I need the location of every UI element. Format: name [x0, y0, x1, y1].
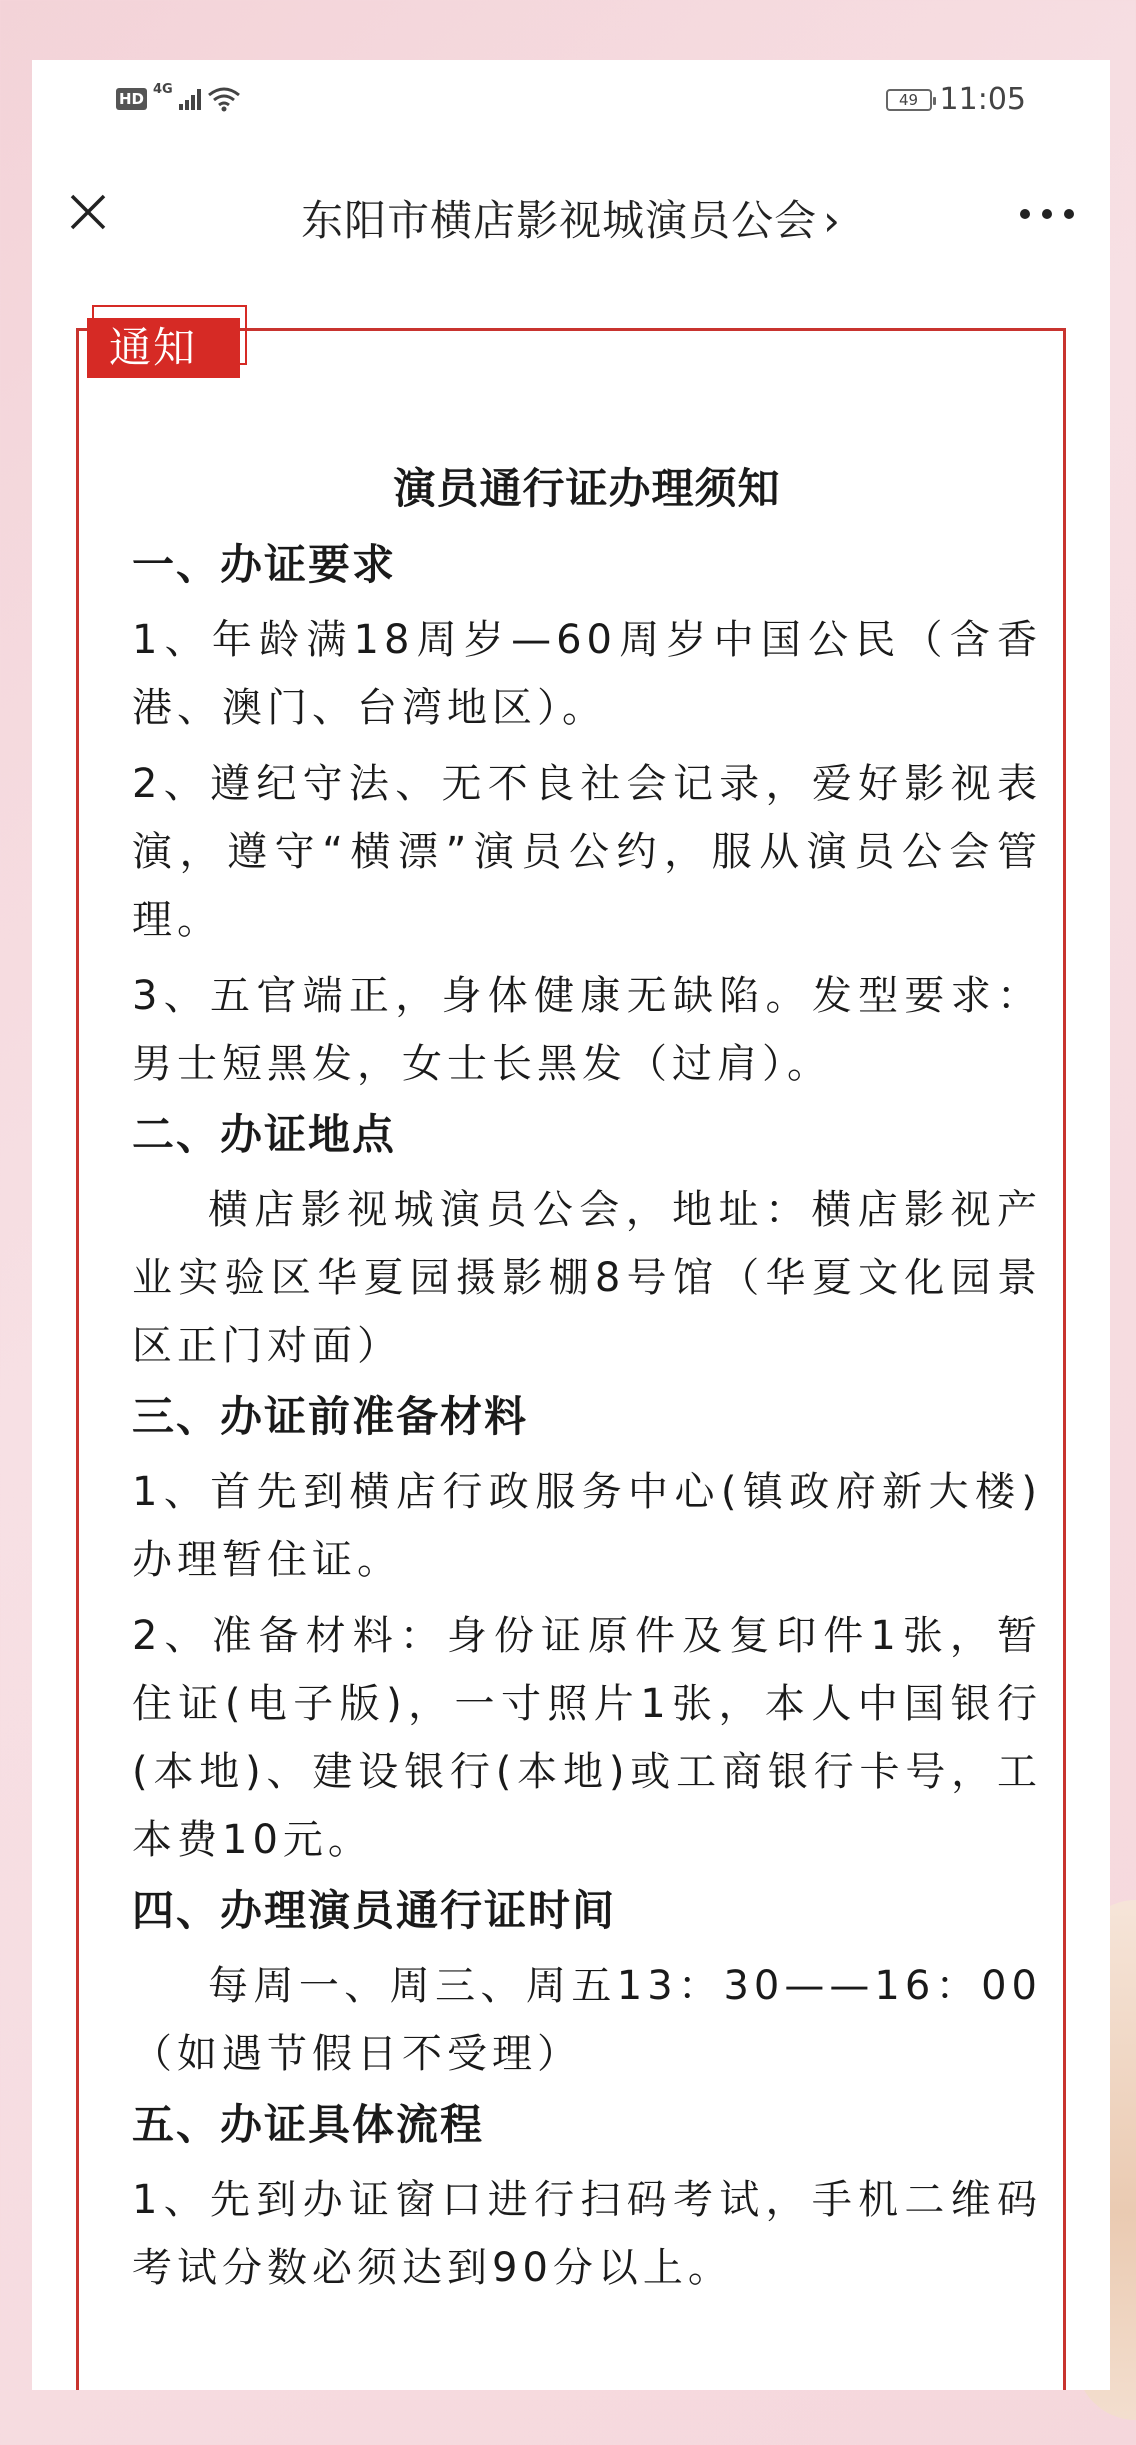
more-options-button[interactable]: [1014, 194, 1080, 234]
section-paragraph: 2、准备材料：身份证原件及复印件1张，暂住证(电子版)，一寸照片1张，本人中国银行(本地)、建设银行(本地)或工商银行卡号，工本费10元。: [132, 1613, 1042, 1863]
phone-screen: [32, 60, 1110, 2390]
account-title-link[interactable]: [32, 188, 1110, 248]
section-heading: 二、办证地点: [132, 1110, 397, 1159]
section-heading: 五、办证具体流程: [132, 2100, 485, 2149]
section-heading: 三、办证前准备材料: [132, 1392, 529, 1441]
status-bar: [32, 60, 1110, 140]
status-bar-left: [116, 82, 241, 112]
document-title: 演员通行证办理须知: [393, 464, 781, 513]
signal-strength-icon: [179, 88, 201, 110]
section-heading: 四、办理演员通行证时间: [132, 1886, 617, 1935]
section-paragraph: 横店影视城演员公会，地址：横店影视产业实验区华夏园摄影棚8号馆（华夏文化园景区正门对面）: [132, 1187, 1042, 1369]
notice-tag: 通知: [87, 318, 240, 378]
hd-indicator: HD: [116, 88, 147, 110]
section-heading: 一、办证要求: [132, 540, 397, 589]
more-dots-icon: [1019, 208, 1075, 220]
section-paragraph: 1、先到办证窗口进行扫码考试，手机二维码考试分数必须达到90分以上。: [132, 2177, 1042, 2291]
chevron-right-icon: ›: [823, 196, 841, 245]
document-content: [132, 460, 1042, 2310]
section-paragraph: 3、五官端正，身体健康无缺陷。发型要求：男士短黑发，女士长黑发（过肩）。: [132, 973, 1042, 1087]
section-paragraph: 1、首先到横店行政服务中心(镇政府新大楼)办理暂住证。: [132, 1469, 1042, 1583]
section-paragraph: 1、年龄满18周岁—60周岁中国公民（含香港、澳门、台湾地区）。: [132, 617, 1042, 731]
network-type-label: 4G: [153, 82, 173, 97]
wifi-icon: [207, 86, 241, 112]
clock-time: 11:05: [939, 82, 1026, 117]
battery-level: 49: [898, 90, 919, 109]
section-paragraph: 2、遵纪守法、无不良社会记录，爱好影视表演，遵守“横漂”演员公约，服从演员公会管理。: [132, 761, 1042, 943]
account-title: 东阳市横店影视城演员公会: [301, 196, 818, 245]
navigation-bar: [32, 150, 1110, 280]
battery-icon: [886, 89, 932, 111]
status-bar-right: [886, 82, 1026, 117]
section-paragraph: 每周一、周三、周五13：30——16：00（如遇节假日不受理）: [132, 1963, 1042, 2077]
